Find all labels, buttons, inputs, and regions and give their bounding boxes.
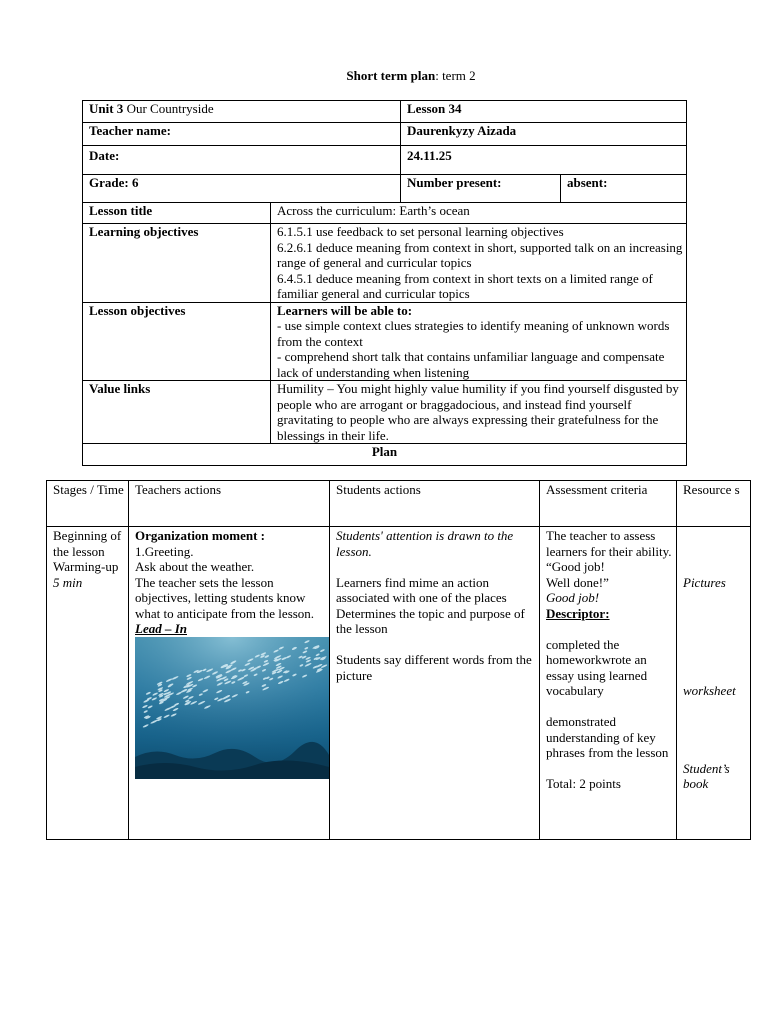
value-links-text: Humility – You might highly value humility if you find yourself disgusted by people who are arrogant or braggadocious, and instead find yourself gravitating to people who are always expressing their gratefulness for the blessings in their life. [271,381,687,444]
stage-cell [47,527,129,840]
teacher-label: Teacher name: [83,123,401,146]
date-value: 24.11.25 [401,146,687,175]
students-actions-cell [330,527,540,840]
column-header-students: Students actions [330,481,540,527]
column-header-resources: Resource s [677,481,751,527]
resources-cell [677,527,751,840]
plan-header-row [47,481,751,527]
learning-objective: 6.2.6.1 deduce meaning from context in short, supported talk on an increasing range of general and curricular topics [277,239,683,270]
date-label: Date: [83,146,401,175]
plan-heading-row [83,444,687,466]
learning-objective: 6.4.5.1 deduce meaning from context in short texts on a limited range of familiar general and curricular topics [277,270,653,301]
lesson-header-table [82,100,687,466]
descriptor-item: demonstrated understanding of key phrases from the lesson [546,714,669,760]
lesson-number: Lesson 34 [401,101,687,123]
descriptor-heading: Descriptor: [546,605,610,621]
lesson-title-label: Lesson title [83,203,271,224]
plan-heading: Plan [83,444,687,466]
stage-name: Warming-up [53,559,119,574]
learning-objectives-cell [271,224,687,303]
resource-item: Pictures [683,574,726,590]
unit-row [83,101,687,123]
column-header-teachers: Teachers actions [129,481,330,527]
value-links-label: Value links [83,381,271,444]
teacher-value: Daurenkyzy Aizada [401,123,687,146]
value-links-row [83,381,687,444]
grade-row [83,175,687,203]
lesson-objectives-heading: Learners will be able to: [277,302,413,318]
page-title-rest: : term 2 [435,68,476,83]
teacher-row [83,123,687,146]
lead-in-heading: Lead – In [135,621,187,636]
column-header-assessment: Assessment criteria [540,481,677,527]
unit-number: Unit 3 [89,101,124,116]
teacher-action: The teacher sets the lesson objectives, letting students know what to anticipate from the lesson. [135,574,315,621]
unit-name: Our Countryside [123,101,214,116]
grade-label: Grade: 6 [83,175,401,203]
plan-row-beginning [47,527,751,840]
lesson-objective: - comprehend short talk that contains unfamiliar language and compensate lack of understanding when listening [277,349,665,380]
absent-label: absent: [561,175,687,203]
learning-objectives-row [83,224,687,303]
students-attention: Students' attention is drawn to the lesson. [336,528,514,559]
lesson-plan-table [46,480,751,840]
descriptor-item: completed the homeworkwrote an essay using learned vocabulary [546,636,648,698]
assessment-praise: “Good job! [546,559,605,574]
students-action: Learners find mime an action associated with one of the places Determines the topic and purpose of the lesson [336,574,525,636]
learning-objectives-label: Learning objectives [83,224,271,303]
lesson-objective: - use simple context clues strategies to identify meaning of unknown words from the context [277,318,670,349]
unit-cell [83,101,401,123]
learning-objective: 6.1.5.1 use feedback to set personal learning objectives [277,224,564,239]
students-action: Students say different words from the picture [336,652,532,683]
lesson-objectives-row [83,302,687,381]
page-title-bold: Short term plan [346,68,436,83]
stage-name: Beginning of the lesson [53,528,122,559]
lesson-objectives-label: Lesson objectives [83,302,271,381]
lesson-title-row [83,203,687,224]
teacher-action: 1.Greeting. [135,543,194,559]
assessment-total: Total: 2 points [546,776,621,791]
assessment-praise: Good job! [546,590,600,605]
lesson-objectives-cell [271,302,687,381]
resource-item: Student’s book [683,760,730,791]
lesson-title-value: Across the curriculum: Earth’s ocean [271,203,687,224]
number-present-label: Number present: [401,175,561,203]
date-row [83,146,687,175]
assessment-cell [540,527,677,840]
teacher-action: Ask about the weather. [135,559,255,574]
resource-item: worksheet [683,683,736,698]
column-header-stages: Stages / Time [47,481,129,527]
organization-moment-heading: Organization moment : [135,528,265,543]
ocean-fish-image [135,637,329,779]
stage-time: 5 min [53,574,83,590]
teacher-actions-cell [129,527,330,840]
page-title [0,68,768,84]
assessment-intro: The teacher to assess learners for their ability. [546,528,672,559]
assessment-praise: Well done!” [546,574,609,590]
